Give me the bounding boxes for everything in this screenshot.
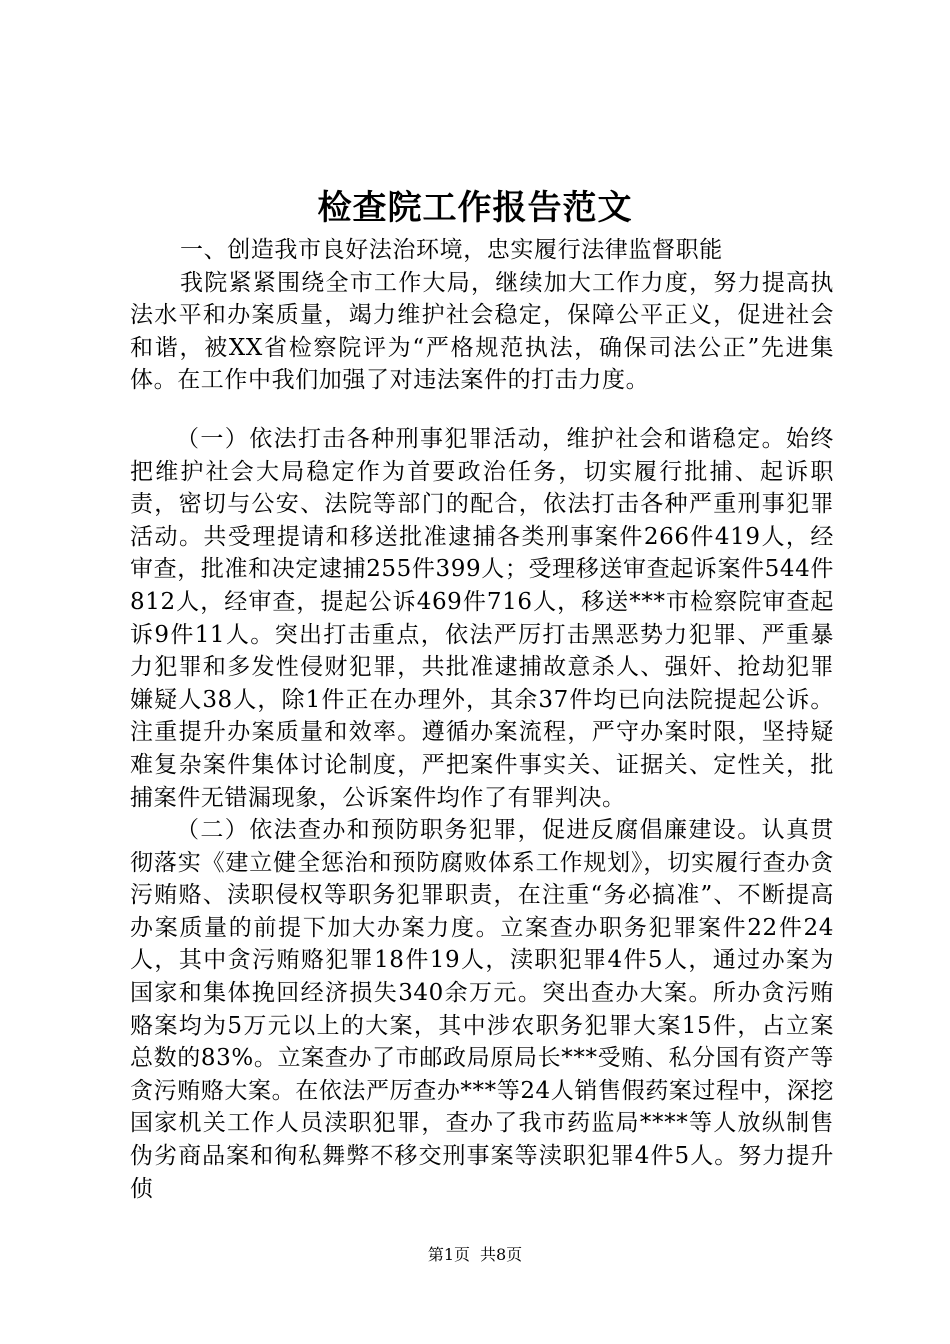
paragraph-criminal-crackdown: （一）依法打击各种刑事犯罪活动，维护社会和谐稳定。始终把维护社会大局稳定作为首要政治任务，切实履行批捕、起诉职责，密切与公安、法院等部门的配合，依法打击各种严重刑事犯罪活动。共受理提请和移送批准逮捕各类刑事案件266件419人，经审查，批准和决定逮捕255件399人；受理移送审查起诉案件544件812人，经审查，提起公诉469件716人，移送***市检察院审查起诉9件11人。突出打击重点，依法严厉打击黑恶势力犯罪、严重暴力犯罪和多发性侵财犯罪，共批准逮捕故意杀人、强奸、抢劫犯罪嫌疑人38人，除1件正在办理外，其余37件均已向法院提起公诉。注重提升办案质量和效率。遵循办案流程，严守办案时限，坚持疑难复杂案件集体讨论制度，严把案件事实关、证据关、定性关，批捕案件无错漏现象，公诉案件均作了有罪判决。: [130, 425, 834, 811]
document-body: [130, 234, 834, 1205]
page-number: 第1页: [427, 1245, 470, 1264]
total-pages: 共8页: [480, 1245, 523, 1264]
intro-paragraph: 我院紧紧围绕全市工作大局，继续加大工作力度，努力提高执法水平和办案质量，竭力维护社会稳定，保障公平正义，促进社会和谐，被XX省检察院评为“严格规范执法，确保司法公正”先进集体。在工作中我们加强了对违法案件的打击力度。: [130, 269, 834, 394]
document-title: 检查院工作报告范文: [317, 188, 633, 228]
paragraph-anti-corruption: （二）依法查办和预防职务犯罪，促进反腐倡廉建设。认真贯彻落实《建立健全惩治和预防腐败体系工作规划》，切实履行查办贪污贿赂、渎职侵权等职务犯罪职责，在注重“务必搞准”、不断提高办案质量的前提下加大办案力度。立案查办职务犯罪案件22件24人，其中贪污贿赂犯罪18件19人，渎职犯罪4件5人，通过办案为国家和集体挽回经济损失340余万元。突出查办大案。所办贪污贿赂案均为5万元以上的大案，其中涉农职务犯罪大案15件，占立案总数的83%。立案查办了市邮政局原局长***受贿、私分国有资产等贪污贿赂大案。在依法严厉查办***等24人销售假药案过程中，深挖国家机关工作人员渎职犯罪，查办了我市药监局****等人放纵制售伪劣商品案和徇私舞弊不移交刑事案等渎职犯罪4件5人。努力提升侦: [130, 817, 834, 1202]
paragraph-spacer: [130, 397, 834, 423]
section-heading: 一、创造我市良好法治环境，忠实履行法律监督职能: [180, 237, 723, 263]
page-footer: [0, 1244, 950, 1266]
